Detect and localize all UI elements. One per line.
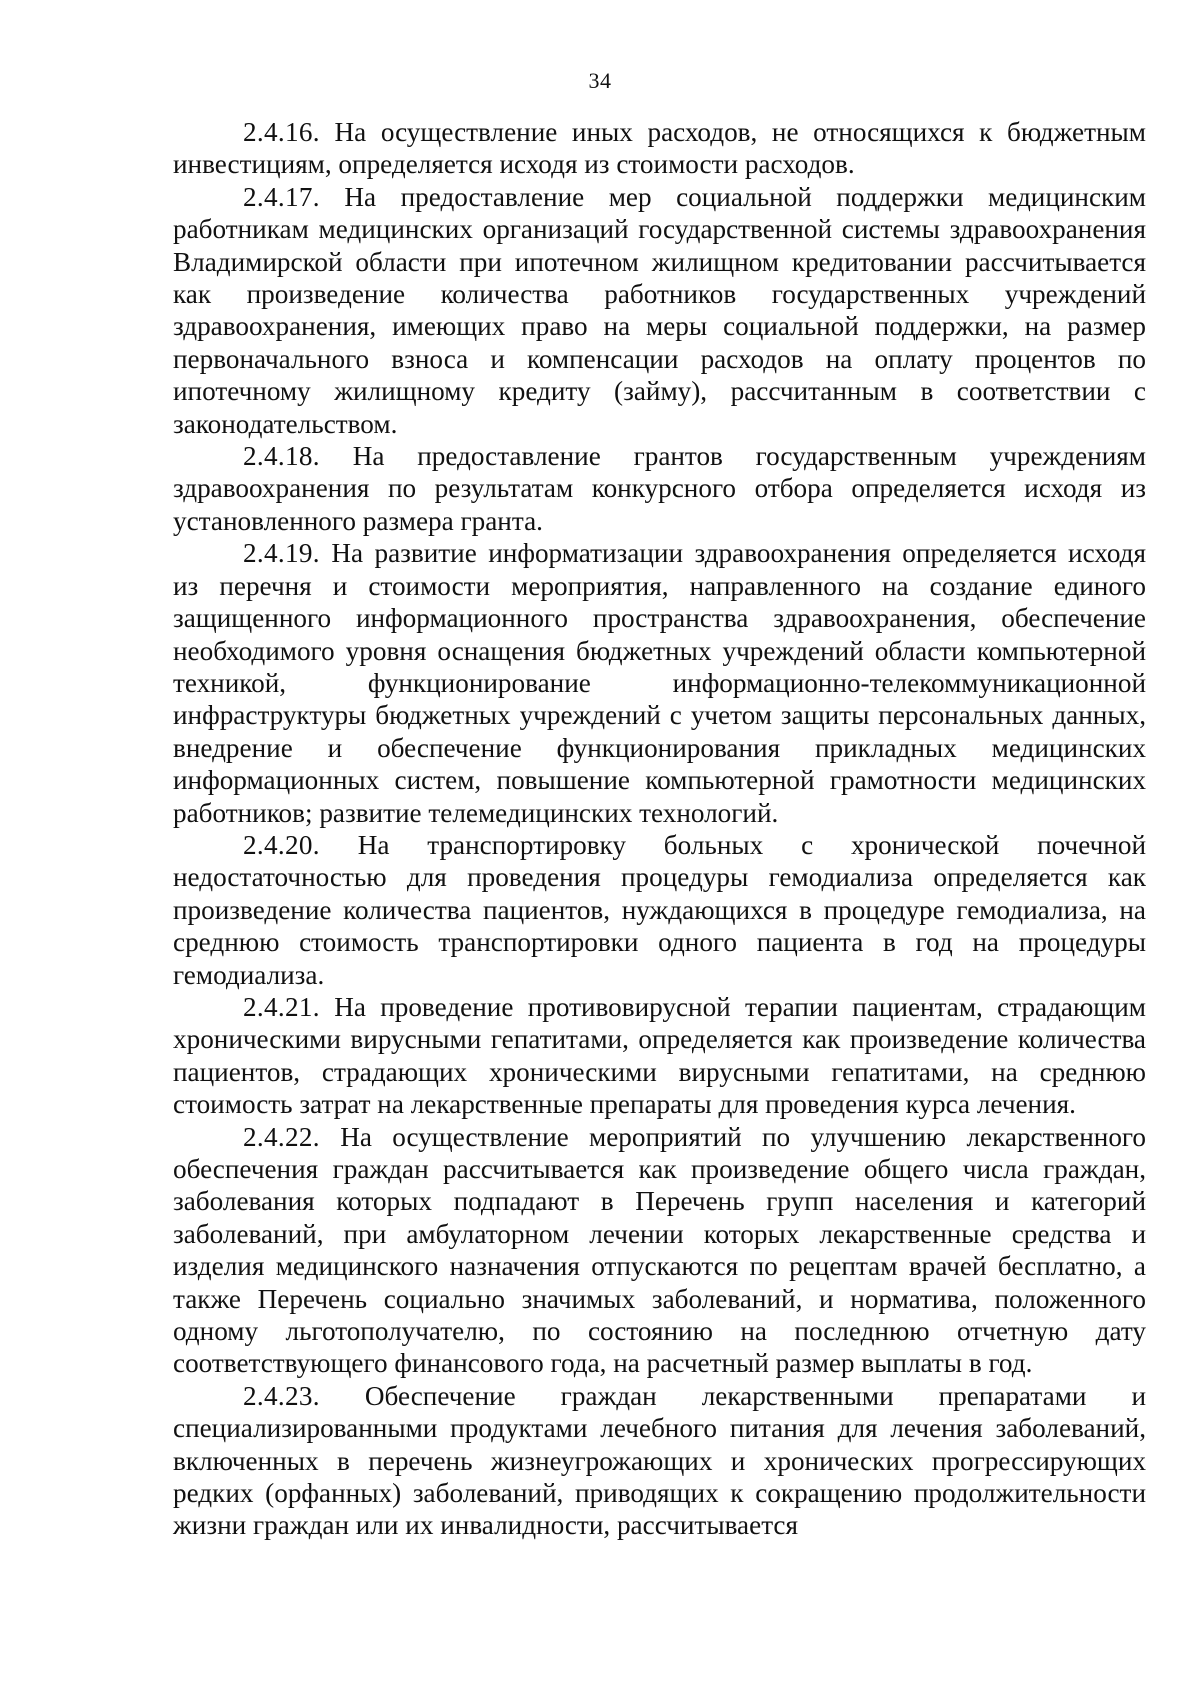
paragraph-2-4-19 xyxy=(173,537,1146,829)
paragraph-2-4-22 xyxy=(173,1121,1146,1380)
paragraph-text: На предоставление мер социальной поддержки медицинским работникам медицинских организаций государственной системы здравоохранения Владимирской области при ипотечном жилищном кредитовании рассчитывается как произведение количества работников государственных учреждений здравоохранения, имеющих право на меры социальной поддержки, на размер первоначального взноса и компенсации расходов на оплату процентов по ипотечному жилищному кредиту (займу), рассчитанным в соответствии с законодательством. xyxy=(173,181,1147,439)
paragraph-text: На проведение противовирусной терапии пациентам, страдающим хроническими вирусными гепатитами, определяется как произведение количества пациентов, страдающих хроническими вирусными гепатитами, на среднюю стоимость затрат на лекарственные препараты для проведения курса лечения. xyxy=(173,991,1146,1120)
paragraph-number: 2.4.18. xyxy=(243,441,320,472)
paragraph-text: На осуществление иных расходов, не относящихся к бюджетным инвестициям, определяется исходя из стоимости расходов. xyxy=(173,117,1146,180)
paragraph-2-4-17 xyxy=(173,181,1146,440)
paragraph-2-4-20 xyxy=(173,829,1146,991)
paragraph-text: Обеспечение граждан лекарственными препаратами и специализированными продуктами лечебного питания для лечения заболеваний, включенных в перечень жизнеугрожающих и хронических прогрессирующих редких (орфанных) заболеваний, приводящих к сокращению продолжительности жизни граждан или их инвалидности, рассчитывается xyxy=(173,1380,1147,1541)
paragraph-number: 2.4.21. xyxy=(243,991,320,1022)
paragraph-text: На развитие информатизации здравоохранения определяется исходя из перечня и стоимости мероприятия, направленного на создание единого защищенного информационного пространства здравоохранения, обеспечение необходимого уровня оснащения бюджетных учреждений области компьютерной техникой, функционирование информационно-телекоммуникационной инфраструктуры бюджетных учреждений с учетом защиты персональных данных, внедрение и обеспечение функционирования прикладных медицинских информационных систем, повышение компьютерной грамотности медицинских работников; развитие телемедицинских технологий. xyxy=(173,538,1147,828)
document-body xyxy=(173,116,1146,1542)
paragraph-number: 2.4.20. xyxy=(243,829,320,860)
paragraph-2-4-16 xyxy=(173,116,1146,181)
paragraph-number: 2.4.19. xyxy=(243,538,320,569)
paragraph-2-4-18 xyxy=(173,440,1146,537)
paragraph-text: На транспортировку больных с хронической почечной недостаточностью для проведения процедуры гемодиализа определяется как произведение количества пациентов, нуждающихся в процедуре гемодиализа, на среднюю стоимость транспортировки одного пациента в год на процедуры гемодиализа. xyxy=(173,829,1146,990)
paragraph-number: 2.4.17. xyxy=(243,181,320,212)
paragraph-2-4-23 xyxy=(173,1380,1146,1542)
paragraph-number: 2.4.16. xyxy=(243,117,320,147)
paragraph-number: 2.4.22. xyxy=(243,1121,320,1152)
paragraph-text: На предоставление грантов государственным учреждениям здравоохранения по результатам конкурсного отбора определяется исходя из установленного размера гранта. xyxy=(173,441,1146,536)
page-number: 34 xyxy=(588,68,612,93)
paragraph-2-4-21 xyxy=(173,991,1146,1121)
paragraph-text: На осуществление мероприятий по улучшению лекарственного обеспечения граждан рассчитывается как произведение общего числа граждан, заболевания которых подпадают в Перечень групп населения и категорий заболеваний, при амбулаторном лечении которых лекарственные средства и изделия медицинского назначения отпускаются по рецептам врачей бесплатно, а также Перечень социально значимых заболеваний, и норматива, положенного одному льготополучателю, по состоянию на последнюю отчетную дату соответствующего финансового года, на расчетный размер выплаты в год. xyxy=(173,1121,1146,1379)
paragraph-number: 2.4.23. xyxy=(243,1380,320,1411)
